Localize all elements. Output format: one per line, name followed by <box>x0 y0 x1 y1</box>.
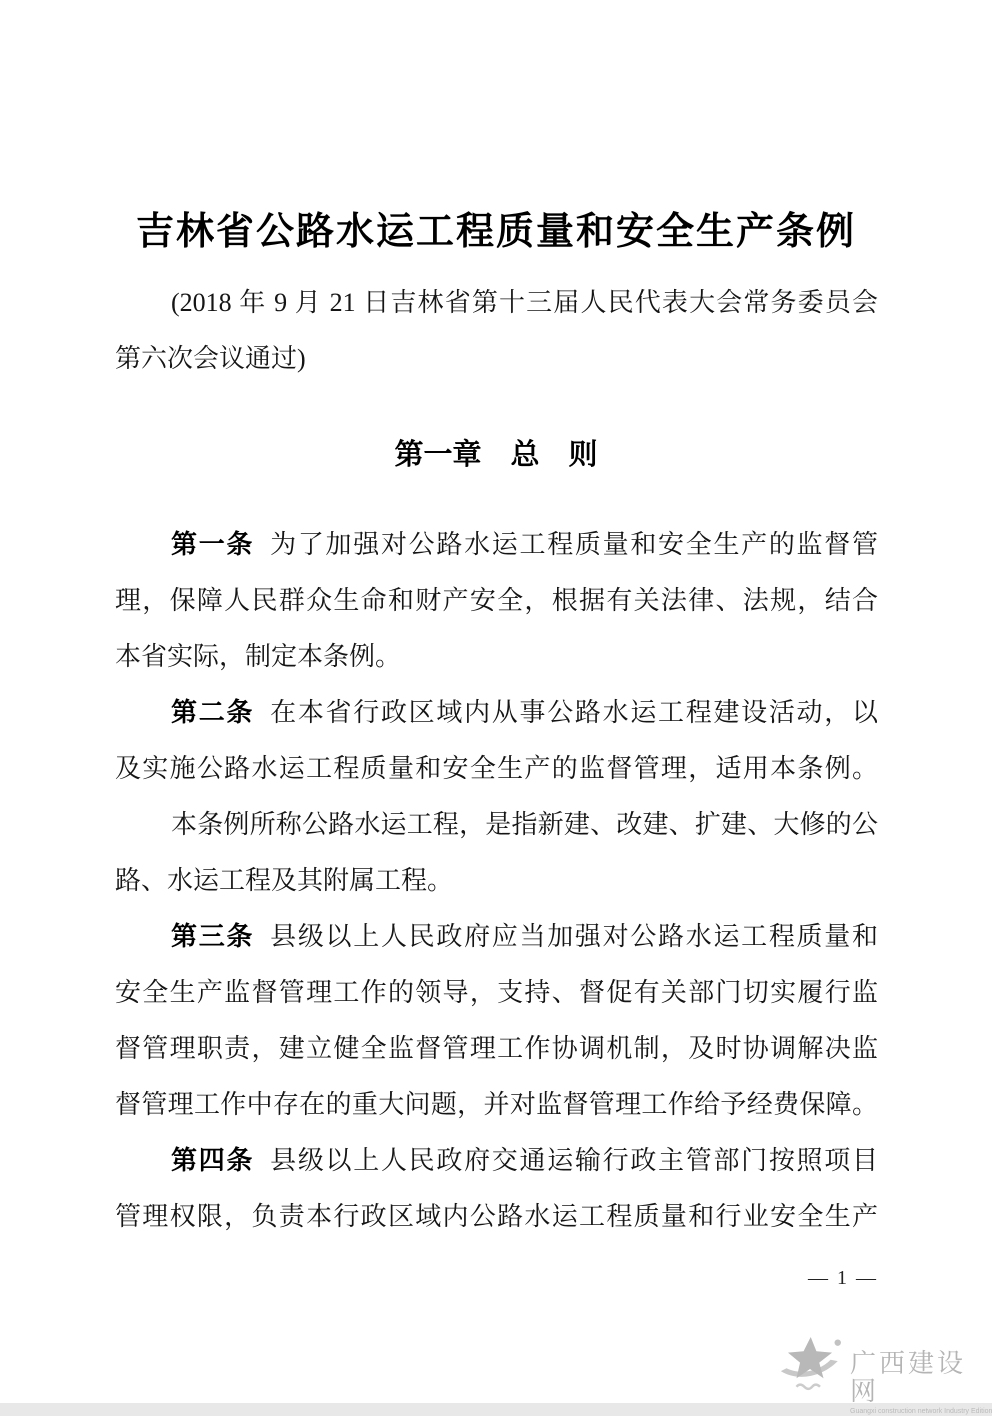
article-body <box>115 517 878 1245</box>
watermark-site-name: 广西建设网 <box>850 1349 967 1406</box>
enactment-note <box>115 275 878 387</box>
article-3-line <box>115 909 878 965</box>
enactment-note-line-1: (2018 年 9 月 21 日吉林省第十三届人民代表大会常务委员会 <box>171 288 878 317</box>
article-3-line: 督管理职责，建立健全监督管理工作协调机制，及时协调解决监 <box>115 1034 878 1063</box>
article-3-text: 县级以上人民政府应当加强对公路水运工程质量和 <box>270 922 878 951</box>
article-3-line: 督管理工作中存在的重大问题，并对监督管理工作给予经费保障。 <box>115 1090 878 1119</box>
watermark-subtitle: Guangxi construction network Industry Edition <box>850 1408 992 1415</box>
article-2-line: 及实施公路水运工程质量和安全生产的监督管理，适用本条例。 <box>115 754 878 783</box>
enactment-note-line-2: 第六次会议通过) <box>115 344 306 373</box>
article-2-text: 在本省行政区域内从事公路水运工程建设活动，以 <box>270 698 878 727</box>
article-2-para-2-line: 本条例所称公路水运工程，是指新建、改建、扩建、大修的公 <box>171 810 878 839</box>
article-4-text: 县级以上人民政府交通运输行政主管部门按照项目 <box>270 1146 878 1175</box>
document-title: 吉林省公路水运工程质量和安全生产条例 <box>135 211 856 253</box>
article-3-line: 安全生产监督管理工作的领导，支持、督促有关部门切实履行监 <box>115 978 878 1007</box>
article-1-line: 理，保障人民群众生命和财产安全，根据有关法律、法规，结合 <box>115 586 878 615</box>
article-1-text: 为了加强对公路水运工程质量和安全生产的监督管 <box>270 530 878 559</box>
article-4-line: 管理权限，负责本行政区域内公路水运工程质量和行业安全生产 <box>115 1202 878 1231</box>
article-1-line <box>115 517 878 573</box>
article-2-number: 第二条 <box>171 698 255 727</box>
article-4-line <box>115 1133 878 1189</box>
article-3-number: 第三条 <box>171 922 255 951</box>
article-2-para-2-line: 路、水运工程及其附属工程。 <box>115 866 454 895</box>
article-1-number: 第一条 <box>171 530 255 559</box>
star-logo-icon <box>778 1334 842 1394</box>
page-number: — 1 — <box>808 1267 878 1289</box>
watermark-text <box>850 1350 992 1416</box>
article-2-line <box>115 685 878 741</box>
chapter-heading: 第一章 总 则 <box>394 439 598 471</box>
watermark <box>778 1334 992 1416</box>
article-1-line: 本省实际，制定本条例。 <box>115 642 402 671</box>
article-4-number: 第四条 <box>171 1146 255 1175</box>
